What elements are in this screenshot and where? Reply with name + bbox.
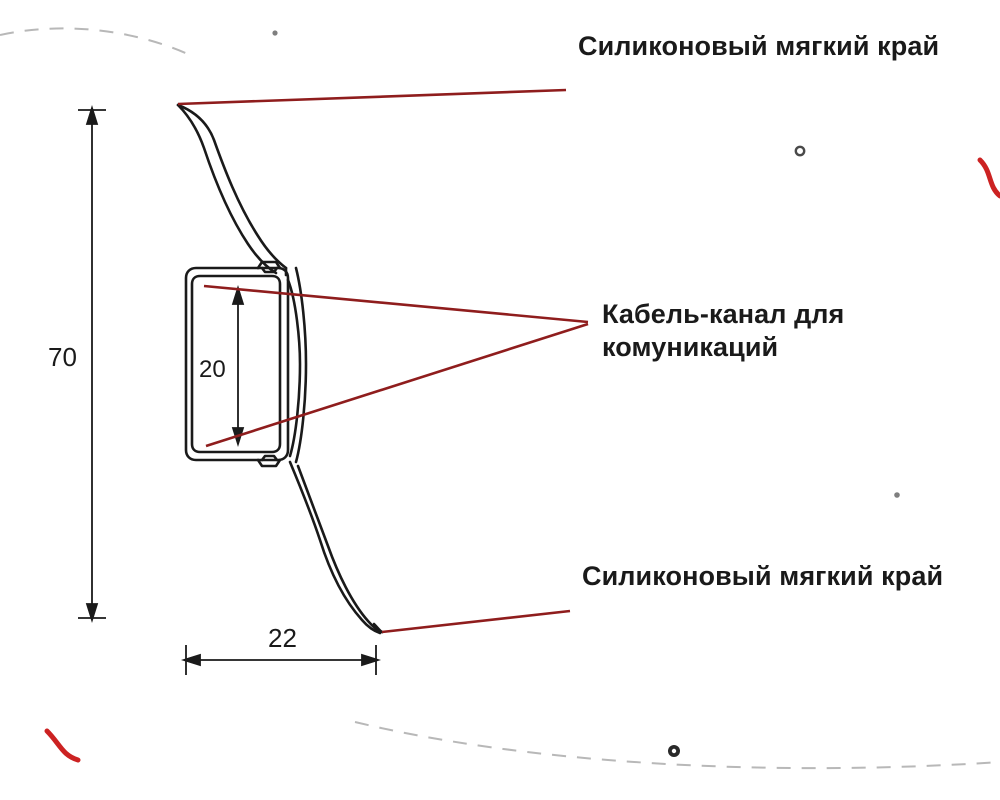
dimension-label-width: 22 bbox=[268, 623, 297, 653]
background-red-strokes bbox=[47, 160, 1000, 760]
dimension-label-height: 70 bbox=[48, 342, 77, 372]
dimension-channel-20 bbox=[233, 288, 243, 444]
dimension-label-channel-height: 20 bbox=[199, 356, 226, 383]
leader-cable-lower bbox=[206, 324, 588, 446]
background-marks bbox=[0, 28, 1000, 768]
leader-top-soft-edge bbox=[178, 90, 566, 104]
callout-label-cable-channel: Кабель-канал для комуникаций bbox=[602, 299, 845, 362]
leader-cable-upper bbox=[204, 286, 588, 322]
callout-label-bottom-soft-edge: Силиконовый мягкий край bbox=[582, 561, 944, 591]
leader-bottom-soft-edge bbox=[382, 611, 570, 632]
dimension-height-70 bbox=[78, 108, 106, 620]
callout-label-top-soft-edge: Силиконовый мягкий край bbox=[578, 31, 940, 61]
callout-leader-lines bbox=[178, 90, 588, 632]
